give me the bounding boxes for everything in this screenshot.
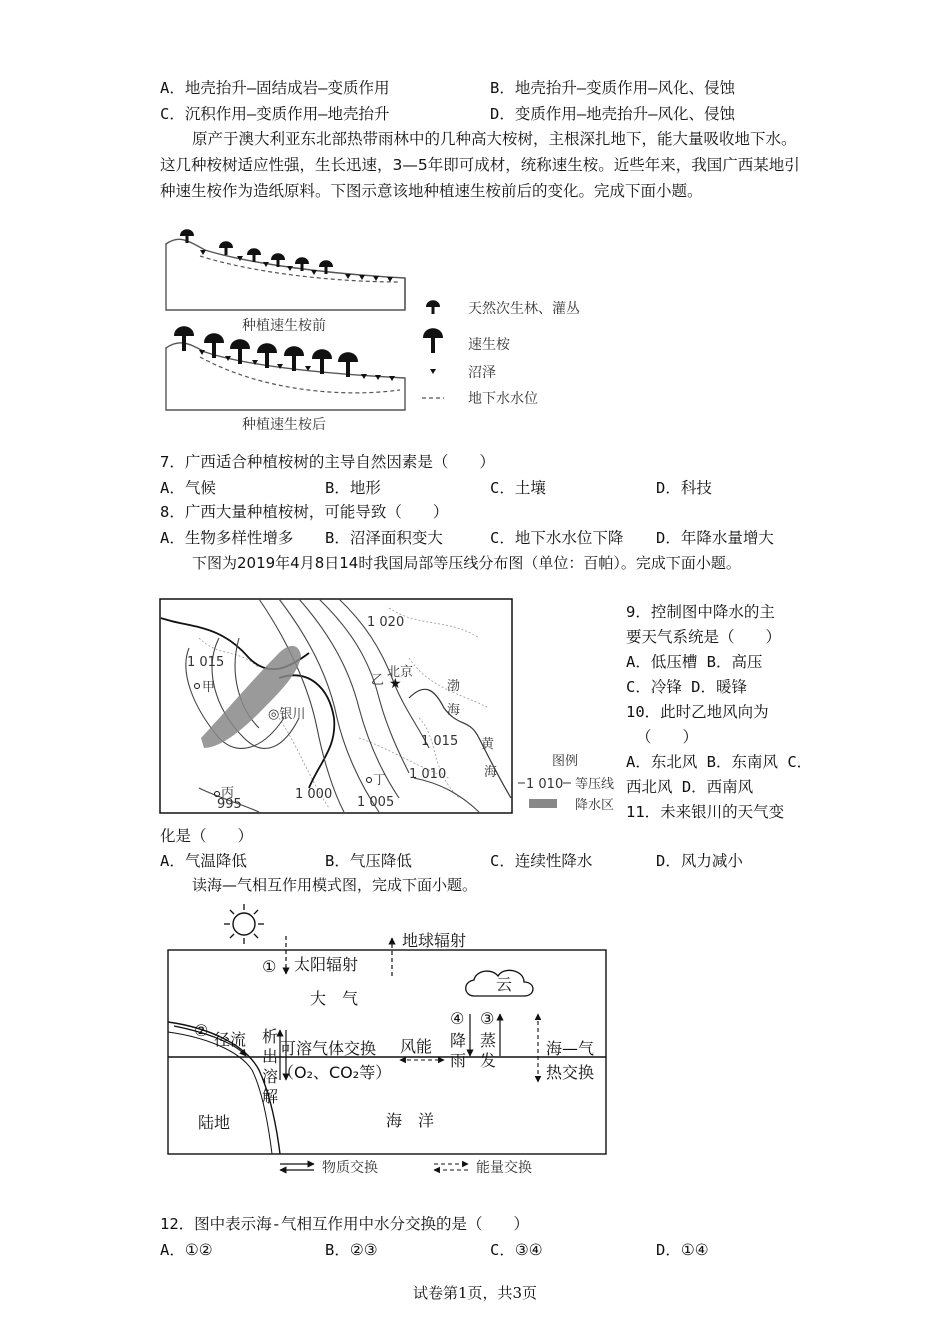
q12-option-c: C．③④ (490, 1241, 543, 1259)
heat-exchange-label-1: 海—气 (546, 1039, 595, 1058)
before-panel (166, 229, 405, 334)
q11-option-a: A．气温降低 (160, 852, 247, 870)
place-ding: 丁 (373, 773, 387, 788)
evap-char-1: 蒸 (480, 1031, 497, 1050)
place-yinchuan: ◎银川 (268, 707, 306, 722)
rain-char-1: 降 (450, 1031, 467, 1050)
q7-stem: 7．广西适合种植桉树的主导自然因素是（ ） (160, 453, 495, 471)
q8-option-d: D．年降水量增大 (656, 529, 774, 547)
isobar-label-1000: 1 000 (295, 787, 333, 802)
q12-option-a: A．①② (160, 1241, 213, 1259)
legend-eucalyptus: 速生桉 (468, 337, 510, 353)
rain-char-2: 雨 (450, 1051, 467, 1070)
runoff-label: 径流 (214, 1030, 247, 1049)
q8-option-c: C．地下水水位下降 (490, 529, 624, 547)
isobar-label-1015b: 1 015 (421, 734, 459, 749)
soluble-gas-label: 可溶气体交换 (280, 1039, 377, 1058)
solar-radiation-label: 太阳辐射 (294, 955, 359, 974)
after-caption: 种植速生桉后 (242, 417, 326, 433)
q12-stem: 12．图中表示海-气相互作用中水分交换的是（ ） (160, 1215, 529, 1233)
q12-option-d: D．①④ (656, 1241, 709, 1259)
sea-bohai-2: 海 (447, 703, 461, 718)
pressure-intro: 下图为2019年4月8日14时我国局部等压线分布图（单位：百帕）。完成下面小题。 (192, 554, 741, 572)
place-bing: 丙 (221, 786, 235, 801)
earth-radiation-label: 地球辐射 (402, 931, 467, 950)
q7-option-d: D．科技 (656, 479, 712, 497)
sea-huanghai-1: 黄 (481, 737, 495, 752)
place-jia: 甲 (202, 680, 216, 695)
fig1-legend (422, 300, 580, 407)
precipitate-char-1: 析 (262, 1027, 279, 1046)
q6-option-d: D．变质作用—地壳抬升—风化、侵蚀 (490, 105, 735, 123)
legend-swamp: 沼泽 (468, 365, 496, 381)
q11-option-d: D．风力减小 (656, 852, 743, 870)
map-legend-rain: 降水区 (575, 798, 615, 813)
sea-bohai-1: 渤 (447, 679, 461, 694)
q11-stem-2: 化是（ ） (160, 827, 254, 845)
isobar-label-995: 995 (217, 797, 242, 812)
before-caption: 种植速生桉前 (242, 318, 326, 334)
q10-options-cd: 西北风 D．西南风 (626, 778, 754, 796)
q8-stem: 8．广西大量种植桉树，可能导致（ ） (160, 503, 449, 521)
page-footer: 试卷第1页，共3页 (412, 1284, 538, 1302)
q11-option-b: B．气压降低 (325, 852, 412, 870)
dissolve-char-2: 解 (262, 1087, 279, 1106)
sea-air-figure (164, 902, 610, 1180)
matter-exchange-label: 物质交换 (322, 1160, 378, 1176)
eucalyptus-figure (160, 222, 610, 437)
legend-water-table: 地下水水位 (468, 391, 538, 407)
map-legend-isobar: 等压线 (575, 777, 615, 792)
after-panel (166, 326, 405, 433)
label-1: ① (262, 957, 277, 976)
wind-energy-label: 风能 (400, 1037, 433, 1056)
q6-option-b: B．地壳抬升—变质作用—风化、侵蚀 (490, 79, 735, 97)
map-legend-isobar-number: 1 010 (526, 777, 564, 792)
q7-option-a: A．气候 (160, 479, 216, 497)
legend-forest: 天然次生林、灌丛 (468, 301, 580, 317)
q8-option-a: A．生物多样性增多 (160, 529, 294, 547)
isobar-label-1010: 1 010 (409, 767, 447, 782)
q9-options-cd: C．冷锋 D．暖锋 (626, 678, 747, 696)
sea-air-intro: 读海—气相互作用模式图，完成下面小题。 (192, 876, 478, 894)
q6-option-a: A．地壳抬升—固结成岩—变质作用 (160, 79, 390, 97)
precipitate-char-2: 出 (262, 1047, 279, 1066)
q10-options-ab: A．东北风 B．东南风 C． (626, 753, 813, 771)
label-3: ③ (480, 1009, 495, 1028)
cloud-label: 云 (496, 975, 513, 994)
q10-stem-1: 10．此时乙地风向为 (626, 703, 769, 721)
q7-option-c: C．土壤 (490, 479, 546, 497)
q12-option-b: B．②③ (325, 1241, 378, 1259)
q8-option-b: B．沼泽面积变大 (325, 529, 443, 547)
q11-option-c: C．连续性降水 (490, 852, 593, 870)
gases-label: （O₂、CO₂等） (278, 1063, 392, 1082)
isobar-label-1015a: 1 015 (187, 655, 225, 670)
ocean-label: 海 洋 (386, 1111, 435, 1130)
isobar-label-1020: 1 020 (367, 615, 405, 630)
isobar-map (159, 598, 621, 816)
label-2: ② (194, 1021, 209, 1040)
place-yi: 乙 (371, 673, 385, 688)
beijing-star-icon: ★ (389, 676, 402, 692)
land-label: 陆地 (198, 1113, 231, 1132)
atmosphere-label: 大 气 (310, 989, 359, 1008)
q11-stem-1: 11．未来银川的天气变 (626, 803, 785, 821)
heat-exchange-label-2: 热交换 (546, 1063, 595, 1082)
place-beijing: 北京 (387, 665, 414, 680)
q10-stem-2: （ ） (636, 728, 699, 746)
isobar-label-1005: 1 005 (357, 795, 395, 810)
dissolve-char-1: 溶 (262, 1067, 279, 1086)
map-legend-title: 图例 (552, 754, 579, 769)
evap-char-2: 发 (480, 1051, 497, 1070)
sea-huanghai-2: 海 (484, 765, 498, 780)
energy-exchange-label: 能量交换 (476, 1160, 532, 1176)
sun-icon (224, 904, 264, 944)
eucalyptus-intro: 原产于澳大利亚东北部热带雨林中的几种高大桉树，主根深扎地下，能大量吸收地下水。这几种桉树适应性强，生长迅速，3—5年即可成材，统称速生桉。近些年来，我国广西某地引种速生桉作为造纸原料。下图示意该地种植速生桉前后的变化。完成下面小题。 (160, 130, 800, 200)
q9-options-ab: A．低压槽 B．高压 (626, 653, 763, 671)
q9-stem-2: 要天气系统是（ ） (626, 628, 782, 646)
label-4: ④ (450, 1009, 465, 1028)
q9-stem-1: 9．控制图中降水的主 (626, 603, 775, 621)
q6-option-c: C．沉积作用—变质作用—地壳抬升 (160, 105, 390, 123)
q7-option-b: B．地形 (325, 479, 381, 497)
